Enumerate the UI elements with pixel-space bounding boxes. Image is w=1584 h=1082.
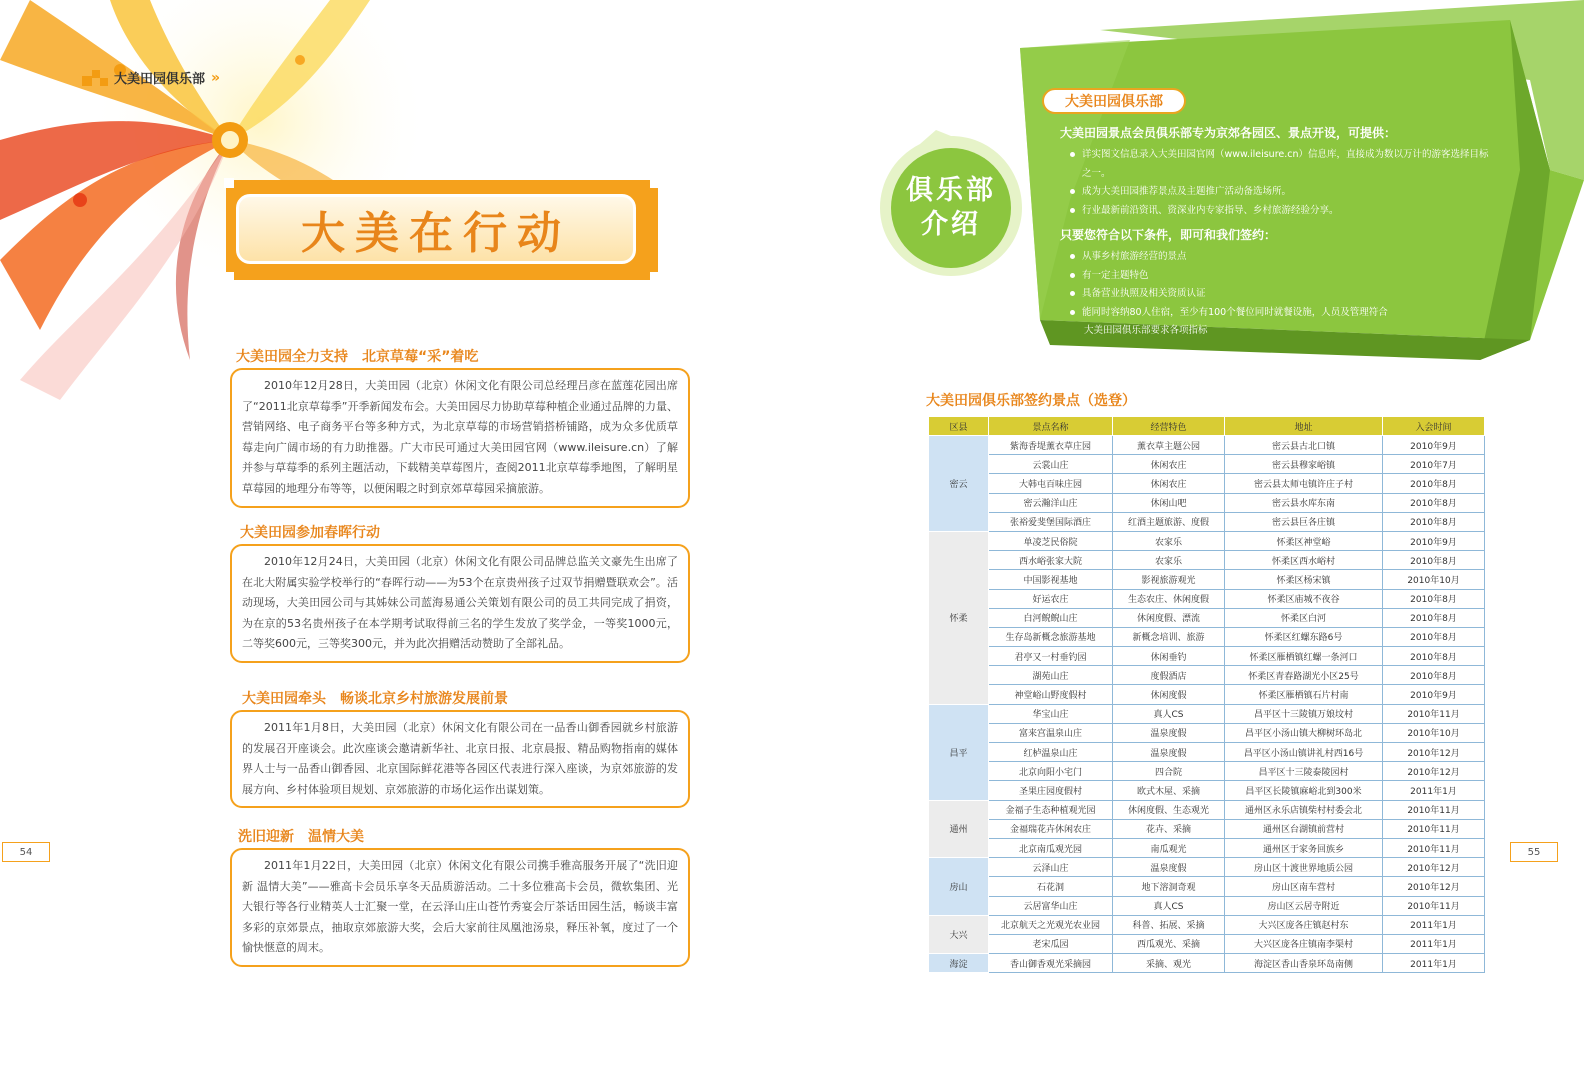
feature-cell: 农家乐 bbox=[1113, 531, 1225, 550]
join-date-cell: 2011年1月 bbox=[1383, 934, 1485, 953]
join-date-cell: 2011年1月 bbox=[1383, 781, 1485, 800]
site-name-cell: 华宝山庄 bbox=[989, 704, 1113, 723]
site-name-cell: 白河鲵鲵山庄 bbox=[989, 608, 1113, 627]
condition-continuation: 大美田园俱乐部要求各项指标 bbox=[1084, 325, 1208, 336]
table-row bbox=[929, 589, 1485, 608]
feature-cell: 休闲垂钓 bbox=[1113, 647, 1225, 666]
site-name-cell: 神堂峪山野度假村 bbox=[989, 685, 1113, 704]
feature-cell: 农家乐 bbox=[1113, 551, 1225, 570]
feature-cell: 休闲山吧 bbox=[1113, 493, 1225, 512]
column-header-name: 景点名称 bbox=[989, 417, 1113, 436]
site-name-cell: 老宋瓜园 bbox=[989, 934, 1113, 953]
feature-cell: 生态农庄、休闲度假 bbox=[1113, 589, 1225, 608]
join-date-cell: 2010年11月 bbox=[1383, 800, 1485, 819]
site-name-cell: 紫海香堤薰衣草庄园 bbox=[989, 436, 1113, 455]
benefit-item: 成为大美田园推荐景点及主题推广活动备选场所。 bbox=[1060, 183, 1490, 202]
address-cell: 昌平区十三陵泰陵园村 bbox=[1225, 762, 1383, 781]
benefit-item: 行业最新前沿资讯、资深业内专家指导、乡村旅游经验分享。 bbox=[1060, 202, 1490, 221]
address-cell: 房山区南车营村 bbox=[1225, 877, 1383, 896]
join-date-cell: 2010年12月 bbox=[1383, 762, 1485, 781]
table-row bbox=[929, 666, 1485, 685]
table-row bbox=[929, 915, 1485, 934]
feature-cell: 新概念培训、旅游 bbox=[1113, 627, 1225, 646]
table-row bbox=[929, 896, 1485, 915]
address-cell: 海淀区香山香泉环岛南侧 bbox=[1225, 954, 1383, 973]
district-cell: 密云 bbox=[929, 436, 989, 532]
address-cell: 密云县穆家峪镇 bbox=[1225, 455, 1383, 474]
table-row bbox=[929, 627, 1485, 646]
site-name-cell: 金福子生态种植观光园 bbox=[989, 800, 1113, 819]
page-number-left: 54 bbox=[2, 842, 50, 862]
conditions-heading: 只要您符合以下条件，即可和我们签约： bbox=[1060, 228, 1277, 242]
address-cell: 昌平区小汤山镇讲礼村西16号 bbox=[1225, 743, 1383, 762]
site-name-cell: 君亭又一村垂钓园 bbox=[989, 647, 1113, 666]
join-date-cell: 2010年12月 bbox=[1383, 877, 1485, 896]
table-row bbox=[929, 858, 1485, 877]
address-cell: 怀柔区白河 bbox=[1225, 608, 1383, 627]
table-row bbox=[929, 723, 1485, 742]
join-date-cell: 2010年12月 bbox=[1383, 743, 1485, 762]
join-date-cell: 2010年9月 bbox=[1383, 436, 1485, 455]
table-header-row bbox=[929, 417, 1485, 436]
feature-cell: 休闲度假、漂流 bbox=[1113, 608, 1225, 627]
article-body-1: 2010年12月28日，大美田园（北京）休闲文化有限公司总经理吕彦在蓝莲花园出席了“2011北京草莓季”开季新闻发布会。大美田园尽力协助草莓种植企业通过品牌的力量、营销网络、电子商务平台等多种方式，为北京草莓的市场营销搭桥铺路，成为众多优质草莓走向广阔市场的有力助推器。广大市民可通过大美田园官网（www.ileisure.cn）了解并参与草莓季的系列主题活动，下载精美草莓图片，查阅2011北京草莓季地图，了解明星草莓园的地理分布等等，以便闲暇之时到京郊草莓园采摘旅游。 bbox=[230, 368, 690, 508]
main-title-banner bbox=[226, 180, 658, 280]
district-cell: 海淀 bbox=[929, 954, 989, 973]
site-name-cell: 金福瑞花卉休闲农庄 bbox=[989, 819, 1113, 838]
condition-item: 从事乡村旅游经营的景点 bbox=[1060, 248, 1490, 267]
site-name-cell: 石花洞 bbox=[989, 877, 1113, 896]
table-row bbox=[929, 455, 1485, 474]
join-date-cell: 2010年10月 bbox=[1383, 723, 1485, 742]
feature-cell: 花卉、采摘 bbox=[1113, 819, 1225, 838]
join-date-cell: 2010年8月 bbox=[1383, 608, 1485, 627]
site-name-cell: 西水峪张家大院 bbox=[989, 551, 1113, 570]
intro-heading: 大美田园景点会员俱乐部专为京郊各园区、景点开设，可提供： bbox=[1060, 126, 1397, 140]
feature-cell: 地下溶洞奇观 bbox=[1113, 877, 1225, 896]
address-cell: 怀柔区神堂峪 bbox=[1225, 531, 1383, 550]
feature-cell: 度假酒店 bbox=[1113, 666, 1225, 685]
table-row bbox=[929, 474, 1485, 493]
address-cell: 通州区于家务回族乡 bbox=[1225, 838, 1383, 857]
site-name-cell: 云居富华山庄 bbox=[989, 896, 1113, 915]
address-cell: 密云县水库东南 bbox=[1225, 493, 1383, 512]
site-name-cell: 云裳山庄 bbox=[989, 455, 1113, 474]
page-number-right: 55 bbox=[1510, 842, 1558, 862]
signed-sites-table bbox=[928, 416, 1485, 973]
site-name-cell: 生存岛新概念旅游基地 bbox=[989, 627, 1113, 646]
table-row bbox=[929, 800, 1485, 819]
feature-cell: 科普、拓展、采摘 bbox=[1113, 915, 1225, 934]
feature-cell: 真人CS bbox=[1113, 704, 1225, 723]
table-row bbox=[929, 762, 1485, 781]
article-body-4: 2011年1月22日，大美田园（北京）休闲文化有限公司携手雅高服务开展了“洗旧迎新 温情大美”——雅高卡会员乐享冬天品质游活动。二十多位雅高卡会员，微软集团、光大银行等各行业精英人士汇聚一堂，在云泽山庄山苍竹秀宴会厅茶话田园生活，畅谈丰富多彩的京郊景点，抽取京郊旅游大奖，会后大家前往凤凰池汤泉，释压补氧，度过了一个愉快惬意的周末。 bbox=[230, 848, 690, 967]
site-name-cell: 香山御香观光采摘园 bbox=[989, 954, 1113, 973]
address-cell: 怀柔区西水峪村 bbox=[1225, 551, 1383, 570]
join-date-cell: 2010年11月 bbox=[1383, 819, 1485, 838]
address-cell: 怀柔区庙城不夜谷 bbox=[1225, 589, 1383, 608]
feature-cell: 温泉度假 bbox=[1113, 723, 1225, 742]
join-date-cell: 2010年10月 bbox=[1383, 570, 1485, 589]
site-name-cell: 北京航天之光观光农业园 bbox=[989, 915, 1113, 934]
table-row bbox=[929, 819, 1485, 838]
article-body-3: 2011年1月8日，大美田园（北京）休闲文化有限公司在一品香山御香园就乡村旅游的发展召开座谈会。此次座谈会邀请新华社、北京日报、北京晨报、精品购物指南的媒体界人士与一品香山御香园、北京国际鲜花港等各园区代表进行深入座谈，为京郊旅游的发展方向、乡村体验项目规划、京郊旅游的市场化运作出谋划策。 bbox=[230, 710, 690, 808]
site-name-cell: 中国影视基地 bbox=[989, 570, 1113, 589]
condition-item: 能同时容纳80人住宿，至少有100个餐位同时就餐设施，人员及管理符合 bbox=[1060, 304, 1490, 323]
bubble-text-line1: 俱乐部 bbox=[906, 175, 996, 206]
address-cell: 怀柔区红螺东路6号 bbox=[1225, 627, 1383, 646]
table-row bbox=[929, 934, 1485, 953]
join-date-cell: 2010年11月 bbox=[1383, 896, 1485, 915]
article-title-4: 洗旧迎新 温情大美 bbox=[238, 829, 364, 845]
conditions-list bbox=[1060, 248, 1490, 322]
address-cell: 房山区云居寺附近 bbox=[1225, 896, 1383, 915]
address-cell: 昌平区十三陵镇万娘坟村 bbox=[1225, 704, 1383, 723]
feature-cell: 影视旅游观光 bbox=[1113, 570, 1225, 589]
main-title: 大美在行动 bbox=[301, 208, 571, 259]
feature-cell: 采摘、观光 bbox=[1113, 954, 1225, 973]
table-row bbox=[929, 685, 1485, 704]
district-cell: 昌平 bbox=[929, 704, 989, 800]
article-title-3: 大美田园牵头 畅谈北京乡村旅游发展前景 bbox=[242, 691, 508, 707]
table-row bbox=[929, 838, 1485, 857]
join-date-cell: 2010年8月 bbox=[1383, 647, 1485, 666]
table-row bbox=[929, 570, 1485, 589]
address-cell: 密云县古北口镇 bbox=[1225, 436, 1383, 455]
feature-cell: 四合院 bbox=[1113, 762, 1225, 781]
feature-cell: 休闲农庄 bbox=[1113, 474, 1225, 493]
feature-cell: 休闲度假、生态观光 bbox=[1113, 800, 1225, 819]
table-row bbox=[929, 493, 1485, 512]
join-date-cell: 2010年9月 bbox=[1383, 685, 1485, 704]
site-name-cell: 圣果庄园度假村 bbox=[989, 781, 1113, 800]
site-name-cell: 湖苑山庄 bbox=[989, 666, 1113, 685]
district-cell: 怀柔 bbox=[929, 531, 989, 704]
site-name-cell: 北京南瓜观光园 bbox=[989, 838, 1113, 857]
column-header-district: 区县 bbox=[929, 417, 989, 436]
bubble-text-line2: 介绍 bbox=[921, 209, 981, 240]
join-date-cell: 2010年8月 bbox=[1383, 666, 1485, 685]
site-name-cell: 单凌芝民俗院 bbox=[989, 531, 1113, 550]
address-cell: 怀柔区雁栖镇红螺一条河口 bbox=[1225, 647, 1383, 666]
feature-cell: 欧式木屋、采摘 bbox=[1113, 781, 1225, 800]
site-name-cell: 北京向阳小宅门 bbox=[989, 762, 1113, 781]
table-row bbox=[929, 647, 1485, 666]
site-name-cell: 富来宫温泉山庄 bbox=[989, 723, 1113, 742]
column-header-address: 地址 bbox=[1225, 417, 1383, 436]
address-cell: 密云县太师屯镇许庄子村 bbox=[1225, 474, 1383, 493]
feature-cell: 温泉度假 bbox=[1113, 858, 1225, 877]
join-date-cell: 2010年8月 bbox=[1383, 474, 1485, 493]
join-date-cell: 2010年8月 bbox=[1383, 627, 1485, 646]
double-chevron-right-icon: » bbox=[211, 69, 221, 86]
address-cell: 房山区十渡世界地质公园 bbox=[1225, 858, 1383, 877]
column-header-join-date: 入会时间 bbox=[1383, 417, 1485, 436]
site-name-cell: 红栌温泉山庄 bbox=[989, 743, 1113, 762]
join-date-cell: 2010年8月 bbox=[1383, 493, 1485, 512]
table-row bbox=[929, 743, 1485, 762]
address-cell: 大兴区庞各庄镇南李渠村 bbox=[1225, 934, 1383, 953]
address-cell: 怀柔区青春路湖光小区25号 bbox=[1225, 666, 1383, 685]
join-date-cell: 2010年8月 bbox=[1383, 512, 1485, 531]
table-row bbox=[929, 704, 1485, 723]
join-date-cell: 2010年12月 bbox=[1383, 858, 1485, 877]
site-name-cell: 云泽山庄 bbox=[989, 858, 1113, 877]
join-date-cell: 2011年1月 bbox=[1383, 915, 1485, 934]
table-row bbox=[929, 512, 1485, 531]
join-date-cell: 2010年9月 bbox=[1383, 531, 1485, 550]
section-header-tag bbox=[82, 68, 220, 87]
address-cell: 通州区台湖镇前营村 bbox=[1225, 819, 1383, 838]
orange-squares-icon bbox=[82, 70, 108, 86]
feature-cell: 红酒主题旅游、度假 bbox=[1113, 512, 1225, 531]
table-row bbox=[929, 954, 1485, 973]
table-row bbox=[929, 781, 1485, 800]
club-content bbox=[1060, 124, 1490, 341]
district-cell: 大兴 bbox=[929, 915, 989, 953]
join-date-cell: 2010年11月 bbox=[1383, 838, 1485, 857]
join-date-cell: 2010年8月 bbox=[1383, 589, 1485, 608]
table-row bbox=[929, 608, 1485, 627]
feature-cell: 真人CS bbox=[1113, 896, 1225, 915]
join-date-cell: 2010年11月 bbox=[1383, 704, 1485, 723]
feature-cell: 南瓜观光 bbox=[1113, 838, 1225, 857]
join-date-cell: 2010年8月 bbox=[1383, 551, 1485, 570]
site-name-cell: 张裕爱斐堡国际酒庄 bbox=[989, 512, 1113, 531]
join-date-cell: 2010年7月 bbox=[1383, 455, 1485, 474]
address-cell: 密云县巨各庄镇 bbox=[1225, 512, 1383, 531]
feature-cell: 薰衣草主题公园 bbox=[1113, 436, 1225, 455]
column-header-feature: 经营特色 bbox=[1113, 417, 1225, 436]
header-tag-text: 大美田园俱乐部 bbox=[114, 72, 206, 87]
article-title-2: 大美田园参加春晖行动 bbox=[240, 525, 380, 541]
feature-cell: 温泉度假 bbox=[1113, 743, 1225, 762]
address-cell: 通州区永乐店镇柴村村委会北 bbox=[1225, 800, 1383, 819]
address-cell: 怀柔区雁栖镇石片村南 bbox=[1225, 685, 1383, 704]
feature-cell: 休闲农庄 bbox=[1113, 455, 1225, 474]
feature-cell: 西瓜观光、采摘 bbox=[1113, 934, 1225, 953]
address-cell: 昌平区小汤山镇大柳树环岛北 bbox=[1225, 723, 1383, 742]
site-name-cell: 大韩屯百味庄园 bbox=[989, 474, 1113, 493]
table-row bbox=[929, 551, 1485, 570]
site-name-cell: 密云瀚洋山庄 bbox=[989, 493, 1113, 512]
address-cell: 昌平区长陵镇麻峪北到300米 bbox=[1225, 781, 1383, 800]
article-body-2: 2010年12月24日，大美田园（北京）休闲文化有限公司品牌总监关文豪先生出席了在北大附属实验学校举行的“春晖行动——为53个在京贵州孩子过双节捐赠暨联欢会”。活动现场，大美田园公司与其姊妹公司蓝海易通公关策划有限公司的员工共同完成了捐资，为在京的53名贵州孩子在本学期考试取得前三名的学生发放了奖学金，一等奖1000元，二等奖600元，三等奖300元，并为此次捐赠活动赞助了全部礼品。 bbox=[230, 544, 690, 663]
table-row bbox=[929, 877, 1485, 896]
feature-cell: 休闲度假 bbox=[1113, 685, 1225, 704]
district-cell: 房山 bbox=[929, 858, 989, 916]
district-cell: 通州 bbox=[929, 800, 989, 858]
table-row bbox=[929, 531, 1485, 550]
table-title: 大美田园俱乐部签约景点（选登） bbox=[926, 393, 1136, 409]
join-date-cell: 2011年1月 bbox=[1383, 954, 1485, 973]
benefit-item: 详实图文信息录入大美田园官网（www.ileisure.cn）信息库，直接成为数以万计的游客选择目标之一。 bbox=[1060, 146, 1490, 183]
club-intro-bubble bbox=[876, 130, 1026, 280]
table-row bbox=[929, 436, 1485, 455]
address-cell: 怀柔区杨宋镇 bbox=[1225, 570, 1383, 589]
condition-item: 有一定主题特色 bbox=[1060, 267, 1490, 286]
address-cell: 大兴区庞各庄镇赵村东 bbox=[1225, 915, 1383, 934]
article-title-1: 大美田园全力支持 北京草莓“采”着吃 bbox=[236, 349, 479, 365]
site-name-cell: 好运农庄 bbox=[989, 589, 1113, 608]
condition-item: 具备营业执照及相关资质认证 bbox=[1060, 285, 1490, 304]
club-label: 大美田园俱乐部 bbox=[1042, 88, 1186, 114]
benefits-list bbox=[1060, 146, 1490, 220]
